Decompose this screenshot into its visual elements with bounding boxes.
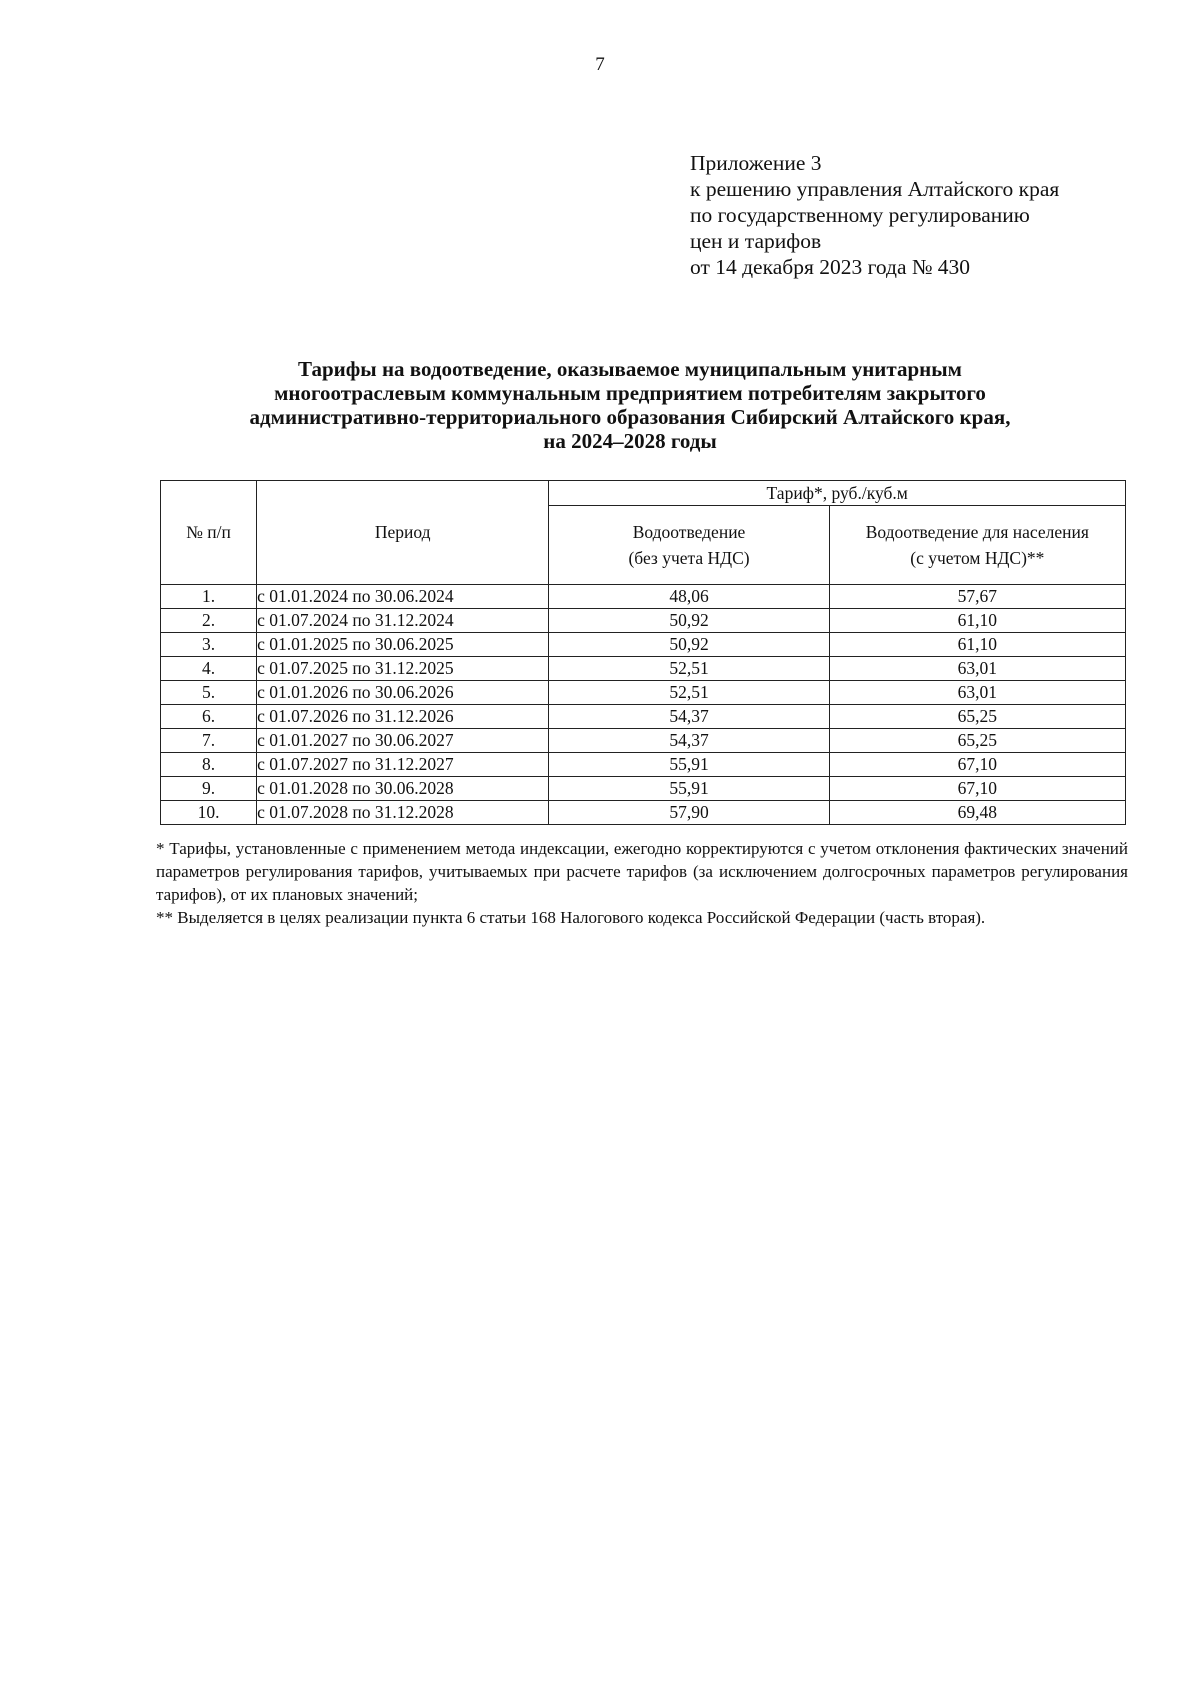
row-tariff-no-vat: 54,37 xyxy=(549,729,829,753)
row-tariff-no-vat: 55,91 xyxy=(549,753,829,777)
appendix-line: от 14 декабря 2023 года № 430 xyxy=(690,255,970,279)
row-tariff-with-vat: 65,25 xyxy=(829,705,1125,729)
appendix-line: по государственному регулированию xyxy=(690,203,1030,227)
table-row xyxy=(161,585,1126,609)
row-period: с 01.07.2028 по 31.12.2028 xyxy=(257,801,549,825)
appendix-line: Приложение 3 xyxy=(690,151,822,175)
row-num: 9. xyxy=(161,777,257,801)
row-tariff-no-vat: 50,92 xyxy=(549,609,829,633)
row-period: с 01.01.2024 по 30.06.2024 xyxy=(257,585,549,609)
header-num: № п/п xyxy=(161,481,257,585)
table-row xyxy=(161,609,1126,633)
row-num: 4. xyxy=(161,657,257,681)
row-num: 2. xyxy=(161,609,257,633)
title-line: Тарифы на водоотведение, оказываемое муниципальным унитарным xyxy=(298,357,962,381)
row-tariff-no-vat: 52,51 xyxy=(549,681,829,705)
row-tariff-no-vat: 52,51 xyxy=(549,657,829,681)
row-tariff-with-vat: 61,10 xyxy=(829,633,1125,657)
title-line: административно-территориального образования Сибирский Алтайского края, xyxy=(249,405,1011,429)
row-num: 3. xyxy=(161,633,257,657)
row-tariff-no-vat: 48,06 xyxy=(549,585,829,609)
row-num: 5. xyxy=(161,681,257,705)
row-tariff-no-vat: 50,92 xyxy=(549,633,829,657)
row-tariff-no-vat: 54,37 xyxy=(549,705,829,729)
header-col1 xyxy=(549,506,829,585)
row-num: 10. xyxy=(161,801,257,825)
row-tariff-with-vat: 67,10 xyxy=(829,753,1125,777)
row-tariff-with-vat: 67,10 xyxy=(829,777,1125,801)
header-col1-line2: (без учета НДС) xyxy=(628,548,750,568)
row-tariff-with-vat: 63,01 xyxy=(829,681,1125,705)
header-col2 xyxy=(829,506,1125,585)
row-period: с 01.01.2025 по 30.06.2025 xyxy=(257,633,549,657)
table-row xyxy=(161,777,1126,801)
row-tariff-with-vat: 63,01 xyxy=(829,657,1125,681)
tariff-table xyxy=(160,480,1126,825)
row-tariff-with-vat: 65,25 xyxy=(829,729,1125,753)
row-period: с 01.07.2027 по 31.12.2027 xyxy=(257,753,549,777)
title-line: многоотраслевым коммунальным предприятием потребителям закрытого xyxy=(274,381,986,405)
row-period: с 01.01.2028 по 30.06.2028 xyxy=(257,777,549,801)
header-col2-line1: Водоотведение для населения xyxy=(865,522,1089,542)
table-row xyxy=(161,681,1126,705)
row-num: 6. xyxy=(161,705,257,729)
document-title xyxy=(150,357,1110,453)
row-period: с 01.07.2025 по 31.12.2025 xyxy=(257,657,549,681)
row-num: 8. xyxy=(161,753,257,777)
table-row xyxy=(161,801,1126,825)
page-number: 7 xyxy=(595,54,605,75)
appendix-block xyxy=(690,150,1160,280)
row-tariff-no-vat: 55,91 xyxy=(549,777,829,801)
row-period: с 01.07.2024 по 31.12.2024 xyxy=(257,609,549,633)
row-period: с 01.01.2027 по 30.06.2027 xyxy=(257,729,549,753)
header-period: Период xyxy=(257,481,549,585)
table-row xyxy=(161,633,1126,657)
row-tariff-with-vat: 61,10 xyxy=(829,609,1125,633)
appendix-line: цен и тарифов xyxy=(690,229,822,253)
header-col1-line1: Водоотведение xyxy=(632,522,746,542)
appendix-line: к решению управления Алтайского края xyxy=(690,177,1060,201)
table-row xyxy=(161,729,1126,753)
row-tariff-with-vat: 57,67 xyxy=(829,585,1125,609)
row-tariff-with-vat: 69,48 xyxy=(829,801,1125,825)
row-num: 7. xyxy=(161,729,257,753)
table-row xyxy=(161,657,1126,681)
row-period: с 01.01.2026 по 30.06.2026 xyxy=(257,681,549,705)
row-tariff-no-vat: 57,90 xyxy=(549,801,829,825)
footnotes xyxy=(156,837,1128,929)
header-col2-line2: (с учетом НДС)** xyxy=(910,548,1045,568)
title-line: на 2024–2028 годы xyxy=(543,429,717,453)
header-tariff: Тариф*, руб./куб.м xyxy=(549,481,1126,506)
footnote-tariff-indexation: * Тарифы, установленные с применением метода индексации, ежегодно корректируются с учетом отклонения фактических значений параметров регулирования тарифов, учитываемых при расчете тарифов (за исключением долгосрочных параметров регулирования тарифов), от их плановых значений; xyxy=(156,839,1128,904)
table-row xyxy=(161,753,1126,777)
footnote-vat: ** Выделяется в целях реализации пункта 6 статьи 168 Налогового кодекса Российской Федерации (часть вторая). xyxy=(156,908,986,927)
row-num: 1. xyxy=(161,585,257,609)
table-row xyxy=(161,705,1126,729)
row-period: с 01.07.2026 по 31.12.2026 xyxy=(257,705,549,729)
